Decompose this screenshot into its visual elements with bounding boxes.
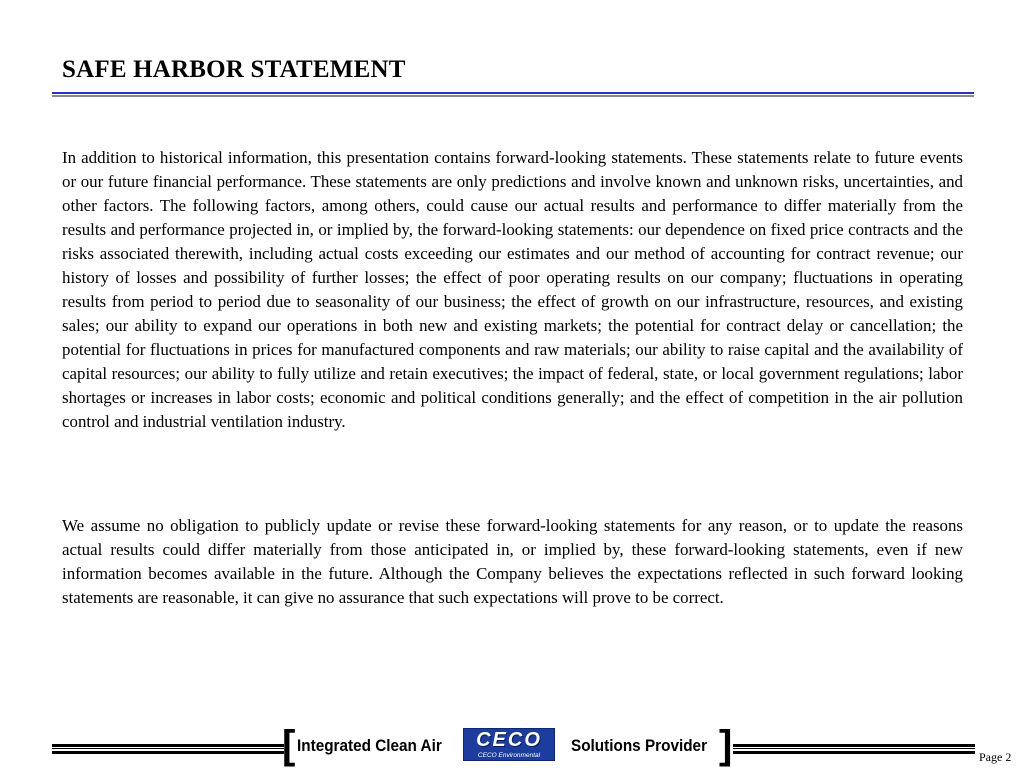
footer-tagline-right: Solutions Provider	[571, 736, 708, 755]
footer-rule-right	[733, 744, 975, 754]
title-underline	[52, 92, 974, 97]
safe-harbor-paragraph-2: We assume no obligation to publicly update or revise these forward-looking statements for any reason, or to update the reasons actual results could differ materially from those anticipated in, or implied by, these forward-looking statements, even if new information becomes available in the future. Although the Company believes the expectations reflected in such forward looking statements are reasonable, it can give no assurance that such expectations will prove to be correct.	[62, 516, 963, 607]
logo-wordmark: CECO	[476, 729, 542, 751]
left-bracket-icon: [	[282, 723, 296, 767]
ceco-logo	[463, 728, 555, 761]
logo-subtitle: CECO Environmental	[477, 752, 541, 759]
footer-rule-left	[52, 744, 284, 754]
footer-tagline-left: Integrated Clean Air	[297, 736, 442, 755]
page-number: Page 2	[979, 750, 1012, 764]
safe-harbor-paragraph-1: In addition to historical information, this presentation contains forward-looking statements. These statements relate to future events or our future financial performance. These statements are only predictions and involve known and unknown risks, uncertainties, and other factors. The following factors, among others, could cause our actual results and performance to differ materially from the results and performance projected in, or implied by, the forward-looking statements: our dependence on fixed price contracts and the risks associated therewith, including actual costs exceeding our estimates and our method of accounting for contract revenue; our history of losses and possibility of further losses; the effect of poor operating results on our company; fluctuations in operating results from period to period due to seasonality of our business; the effect of growth on our infrastructure, resources, and existing sales; our ability to expand our operations in both new and existing markets; the potential for contract delay or cancellation; the potential for fluctuations in prices for manufactured components and raw materials; our ability to raise capital and the availability of capital resources; our ability to fully utilize and retain executives; the impact of federal, state, or local government regulations; labor shortages or increases in labor costs; economic and political conditions generally; and the effect of competition in the air pollution control and industrial ventilation industry.	[62, 148, 963, 431]
page-title: SAFE HARBOR STATEMENT	[62, 56, 406, 83]
right-bracket-icon: ]	[719, 723, 733, 767]
